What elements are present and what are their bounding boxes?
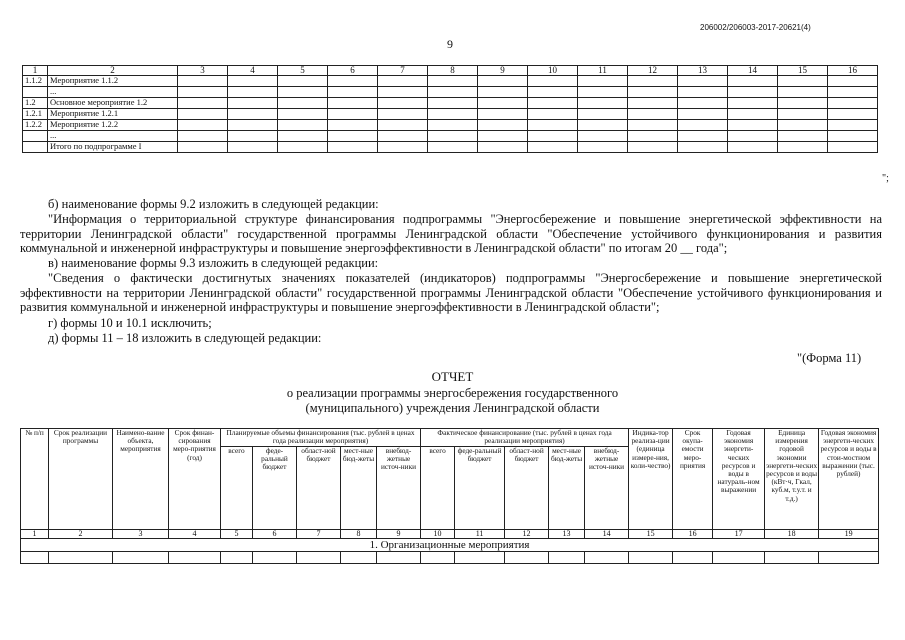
empty-cell	[428, 120, 478, 131]
col-number-cell: 14	[728, 66, 778, 76]
empty-cell	[278, 109, 328, 120]
empty-cell	[673, 552, 713, 564]
empty-cell	[528, 87, 578, 98]
empty-cell	[378, 131, 428, 142]
empty-cell	[428, 109, 478, 120]
paragraph-v: в) наименование формы 9.3 изложить в следующей редакции:	[48, 256, 379, 270]
col-number-cell: 2	[49, 530, 113, 539]
empty-cell	[828, 76, 878, 87]
empty-cell	[578, 131, 628, 142]
col-number-cell: 10	[421, 530, 455, 539]
empty-cell	[478, 131, 528, 142]
col-number-cell: 5	[278, 66, 328, 76]
col-number-cell: 12	[628, 66, 678, 76]
empty-cell	[728, 142, 778, 153]
empty-cell	[678, 98, 728, 109]
empty-cell	[178, 87, 228, 98]
empty-cell	[728, 76, 778, 87]
empty-cell	[228, 120, 278, 131]
col-number-cell: 3	[113, 530, 169, 539]
empty-cell	[428, 98, 478, 109]
empty-cell	[378, 87, 428, 98]
empty-cell	[328, 142, 378, 153]
empty-cell	[169, 552, 221, 564]
header-payback: Срок окупа-емости меро-приятия	[673, 429, 713, 530]
row-name-cell: Мероприятие 1.2.2	[48, 120, 178, 131]
empty-cell	[828, 131, 878, 142]
header-planned-regional: област-ной бюджет	[297, 447, 341, 530]
empty-cell	[628, 109, 678, 120]
col-number-cell: 8	[341, 530, 377, 539]
header-num: № п/п	[21, 429, 49, 530]
empty-cell	[628, 87, 678, 98]
col-number-cell: 11	[455, 530, 505, 539]
paragraph-d: д) формы 11 – 18 изложить в следующей редакции:	[48, 331, 322, 345]
col-number-cell: 13	[678, 66, 728, 76]
empty-cell	[778, 98, 828, 109]
empty-cell	[585, 552, 629, 564]
col-number-cell: 7	[297, 530, 341, 539]
header-planned-total: всего	[221, 447, 253, 530]
col-number-cell: 5	[221, 530, 253, 539]
empty-cell	[678, 142, 728, 153]
empty-cell	[728, 87, 778, 98]
empty-cell	[728, 98, 778, 109]
empty-cell	[478, 76, 528, 87]
empty-cell	[228, 76, 278, 87]
empty-cell	[228, 131, 278, 142]
empty-cell	[21, 552, 49, 564]
header-planned-federal: феде-ральный бюджет	[253, 447, 297, 530]
empty-cell	[728, 120, 778, 131]
empty-cell	[228, 109, 278, 120]
empty-cell	[178, 131, 228, 142]
empty-cell	[328, 76, 378, 87]
empty-cell	[828, 98, 878, 109]
page-number: 9	[447, 37, 453, 51]
empty-cell	[678, 131, 728, 142]
empty-cell	[628, 76, 678, 87]
empty-cell	[278, 76, 328, 87]
empty-cell	[278, 87, 328, 98]
row-number-cell: 1.2	[23, 98, 48, 109]
empty-cell	[328, 120, 378, 131]
col-number-cell: 16	[828, 66, 878, 76]
empty-cell	[378, 76, 428, 87]
col-number-cell: 8	[428, 66, 478, 76]
paragraph-g: г) формы 10 и 10.1 исключить;	[48, 316, 212, 330]
col-number-cell: 4	[228, 66, 278, 76]
col-number-cell: 2	[48, 66, 178, 76]
empty-cell	[528, 120, 578, 131]
empty-cell	[178, 120, 228, 131]
empty-cell	[478, 98, 528, 109]
report-title: ОТЧЕТ	[431, 369, 474, 384]
empty-cell	[628, 142, 678, 153]
header-indicator: Индика-тор реализа-ции (единица измере-ния, коли-чество)	[629, 429, 673, 530]
header-planned-local: мест-ные бюд-жеты	[341, 447, 377, 530]
row-name-cell: ...	[48, 131, 178, 142]
header-term-program: Срок реализации программы	[49, 429, 113, 530]
header-planned-extra: внебюд-жетные источ-ники	[377, 447, 421, 530]
col-number-cell: 16	[673, 530, 713, 539]
empty-cell	[228, 142, 278, 153]
empty-cell	[828, 109, 878, 120]
empty-cell	[828, 87, 878, 98]
row-name-cell: Мероприятие 1.1.2	[48, 76, 178, 87]
table-row	[23, 87, 878, 98]
document-number: 206002/206003-2017-20621(4)	[700, 23, 811, 32]
header-actual-total: всего	[421, 447, 455, 530]
empty-cell	[778, 109, 828, 120]
row-name-cell: Мероприятие 1.2.1	[48, 109, 178, 120]
empty-cell	[478, 87, 528, 98]
table-row	[23, 98, 878, 109]
header-actual-regional: област-ной бюджет	[505, 447, 549, 530]
header-term-fin: Срок финан-сирования меро-приятия (год)	[169, 429, 221, 530]
empty-cell	[728, 131, 778, 142]
empty-cell	[628, 131, 678, 142]
empty-cell	[678, 120, 728, 131]
empty-cell	[828, 142, 878, 153]
row-name-cell: Итого по подпрограмме I	[48, 142, 178, 153]
col-number-cell: 3	[178, 66, 228, 76]
row-number-cell	[23, 131, 48, 142]
indicators-table	[22, 65, 878, 153]
empty-cell	[428, 131, 478, 142]
col-number-cell: 12	[505, 530, 549, 539]
empty-cell	[221, 552, 253, 564]
empty-cell	[278, 98, 328, 109]
row-number-cell: 1.2.1	[23, 109, 48, 120]
empty-cell	[178, 109, 228, 120]
form-label: "(Форма 11)	[797, 351, 862, 365]
table-row	[23, 142, 878, 153]
row-name-cell: Основное мероприятие 1.2	[48, 98, 178, 109]
col-number-cell: 4	[169, 530, 221, 539]
empty-cell	[378, 142, 428, 153]
empty-cell	[528, 131, 578, 142]
empty-cell	[428, 76, 478, 87]
col-number-cell: 15	[629, 530, 673, 539]
empty-cell	[455, 552, 505, 564]
header-actual-local: мест-ные бюд-жеты	[549, 447, 585, 530]
empty-cell	[478, 142, 528, 153]
empty-cell	[328, 109, 378, 120]
header-savings-natural: Годовая экономия энергети-ческих ресурсов и воды в натураль-ном выражении	[713, 429, 765, 530]
empty-cell	[713, 552, 765, 564]
empty-cell	[629, 552, 673, 564]
paragraph-b: б) наименование формы 9.2 изложить в следующей редакции:	[48, 197, 379, 211]
col-number-cell: 17	[713, 530, 765, 539]
col-number-cell: 9	[478, 66, 528, 76]
col-number-cell: 1	[21, 530, 49, 539]
col-number-cell: 10	[528, 66, 578, 76]
empty-cell	[778, 87, 828, 98]
empty-cell	[328, 98, 378, 109]
empty-cell	[278, 131, 328, 142]
col-number-cell: 14	[585, 530, 629, 539]
empty-cell	[178, 98, 228, 109]
empty-cell	[428, 142, 478, 153]
header-actual-extra: внебюд-жетные источ-ники	[585, 447, 629, 530]
empty-cell	[421, 552, 455, 564]
empty-cell	[578, 109, 628, 120]
empty-cell	[297, 552, 341, 564]
empty-cell	[578, 142, 628, 153]
col-number-cell: 18	[765, 530, 819, 539]
col-number-cell: 9	[377, 530, 421, 539]
empty-cell	[528, 98, 578, 109]
col-number-cell: 11	[578, 66, 628, 76]
row-number-cell: 1.1.2	[23, 76, 48, 87]
table-row	[23, 131, 878, 142]
table-row	[23, 109, 878, 120]
header-actual-federal: феде-ральный бюджет	[455, 447, 505, 530]
col-number-cell: 7	[378, 66, 428, 76]
header-actual: Фактическое финансирование (тыс. рублей в ценах года реализации мероприятия)	[421, 429, 629, 447]
empty-cell	[778, 142, 828, 153]
empty-cell	[578, 120, 628, 131]
col-number-cell: 15	[778, 66, 828, 76]
empty-cell	[113, 552, 169, 564]
table-row	[23, 76, 878, 87]
report-table	[20, 428, 879, 564]
empty-cell	[377, 552, 421, 564]
empty-cell	[819, 552, 879, 564]
col-number-cell: 1	[23, 66, 48, 76]
empty-cell	[628, 120, 678, 131]
empty-cell	[278, 142, 328, 153]
empty-cell	[253, 552, 297, 564]
empty-cell	[478, 109, 528, 120]
empty-cell	[628, 98, 678, 109]
empty-cell	[778, 120, 828, 131]
empty-cell	[728, 109, 778, 120]
section-title: 1. Организационные мероприятия	[21, 539, 879, 552]
header-planned: Планируемые объемы финансирования (тыс. рублей в ценах года реализации мероприятия)	[221, 429, 421, 447]
empty-cell	[828, 120, 878, 131]
empty-cell	[778, 76, 828, 87]
empty-cell	[178, 76, 228, 87]
empty-cell	[765, 552, 819, 564]
empty-cell	[378, 98, 428, 109]
empty-cell	[478, 120, 528, 131]
table-row	[23, 120, 878, 131]
closing-quote: ";	[882, 173, 889, 184]
empty-cell	[678, 76, 728, 87]
col-number-cell: 19	[819, 530, 879, 539]
empty-cell	[549, 552, 585, 564]
empty-cell	[228, 87, 278, 98]
empty-cell	[378, 109, 428, 120]
empty-cell	[578, 98, 628, 109]
col-number-cell: 13	[549, 530, 585, 539]
empty-cell	[528, 142, 578, 153]
row-number-cell	[23, 87, 48, 98]
header-name: Наимено-вание объекта, мероприятия	[113, 429, 169, 530]
empty-cell	[378, 120, 428, 131]
empty-cell	[528, 76, 578, 87]
col-number-cell: 6	[328, 66, 378, 76]
empty-cell	[678, 109, 728, 120]
empty-cell	[228, 98, 278, 109]
header-unit: Единица измерения годовой экономии энергети-ческих ресурсов и воды (кВт·ч, Гкал, куб.м, т.у.т. и т.д.)	[765, 429, 819, 530]
row-number-cell: 1.2.2	[23, 120, 48, 131]
empty-cell	[328, 87, 378, 98]
paragraph-info-title: "Информация о территориальной структуре финансирования подпрограммы "Энергосбережение и повышение энергетической эффективности на территории Ленинградской области" государственной программы Ленинградской области "Обеспечение устойчивого функционирования и развития коммунальной и инженерной инфраструктуры и повышение энергоэффективности в Ленинградской области" по итогам 20 __ года";	[20, 212, 882, 255]
empty-cell	[528, 109, 578, 120]
report-subtitle-2: (муниципального) учреждения Ленинградской области	[305, 401, 600, 415]
paragraph-svedeniya-title: "Сведения о фактически достигнутых значениях показателей (индикаторов) подпрограммы "Энергосбережение и повышение энергетической эффективности на территории Ленинградской области" государственной программы Ленинградской области "Обеспечение устойчивого функционирования и развития коммунальной и инженерной инфраструктуры и повышение энергоэффективности в Ленинградской области";	[20, 271, 882, 314]
row-name-cell: ...	[48, 87, 178, 98]
empty-cell	[578, 76, 628, 87]
empty-cell	[278, 120, 328, 131]
header-savings-cost: Годовая экономия энергети-ческих ресурсов и воды в стои-мостном выражении (тыс. рублей)	[819, 429, 879, 530]
empty-cell	[49, 552, 113, 564]
empty-cell	[505, 552, 549, 564]
empty-cell	[778, 131, 828, 142]
row-number-cell	[23, 142, 48, 153]
empty-cell	[341, 552, 377, 564]
col-number-cell: 6	[253, 530, 297, 539]
empty-cell	[328, 131, 378, 142]
empty-cell	[428, 87, 478, 98]
empty-cell	[178, 142, 228, 153]
empty-cell	[578, 87, 628, 98]
empty-cell	[678, 87, 728, 98]
report-subtitle-1: о реализации программы энергосбережения государственного	[286, 386, 619, 400]
